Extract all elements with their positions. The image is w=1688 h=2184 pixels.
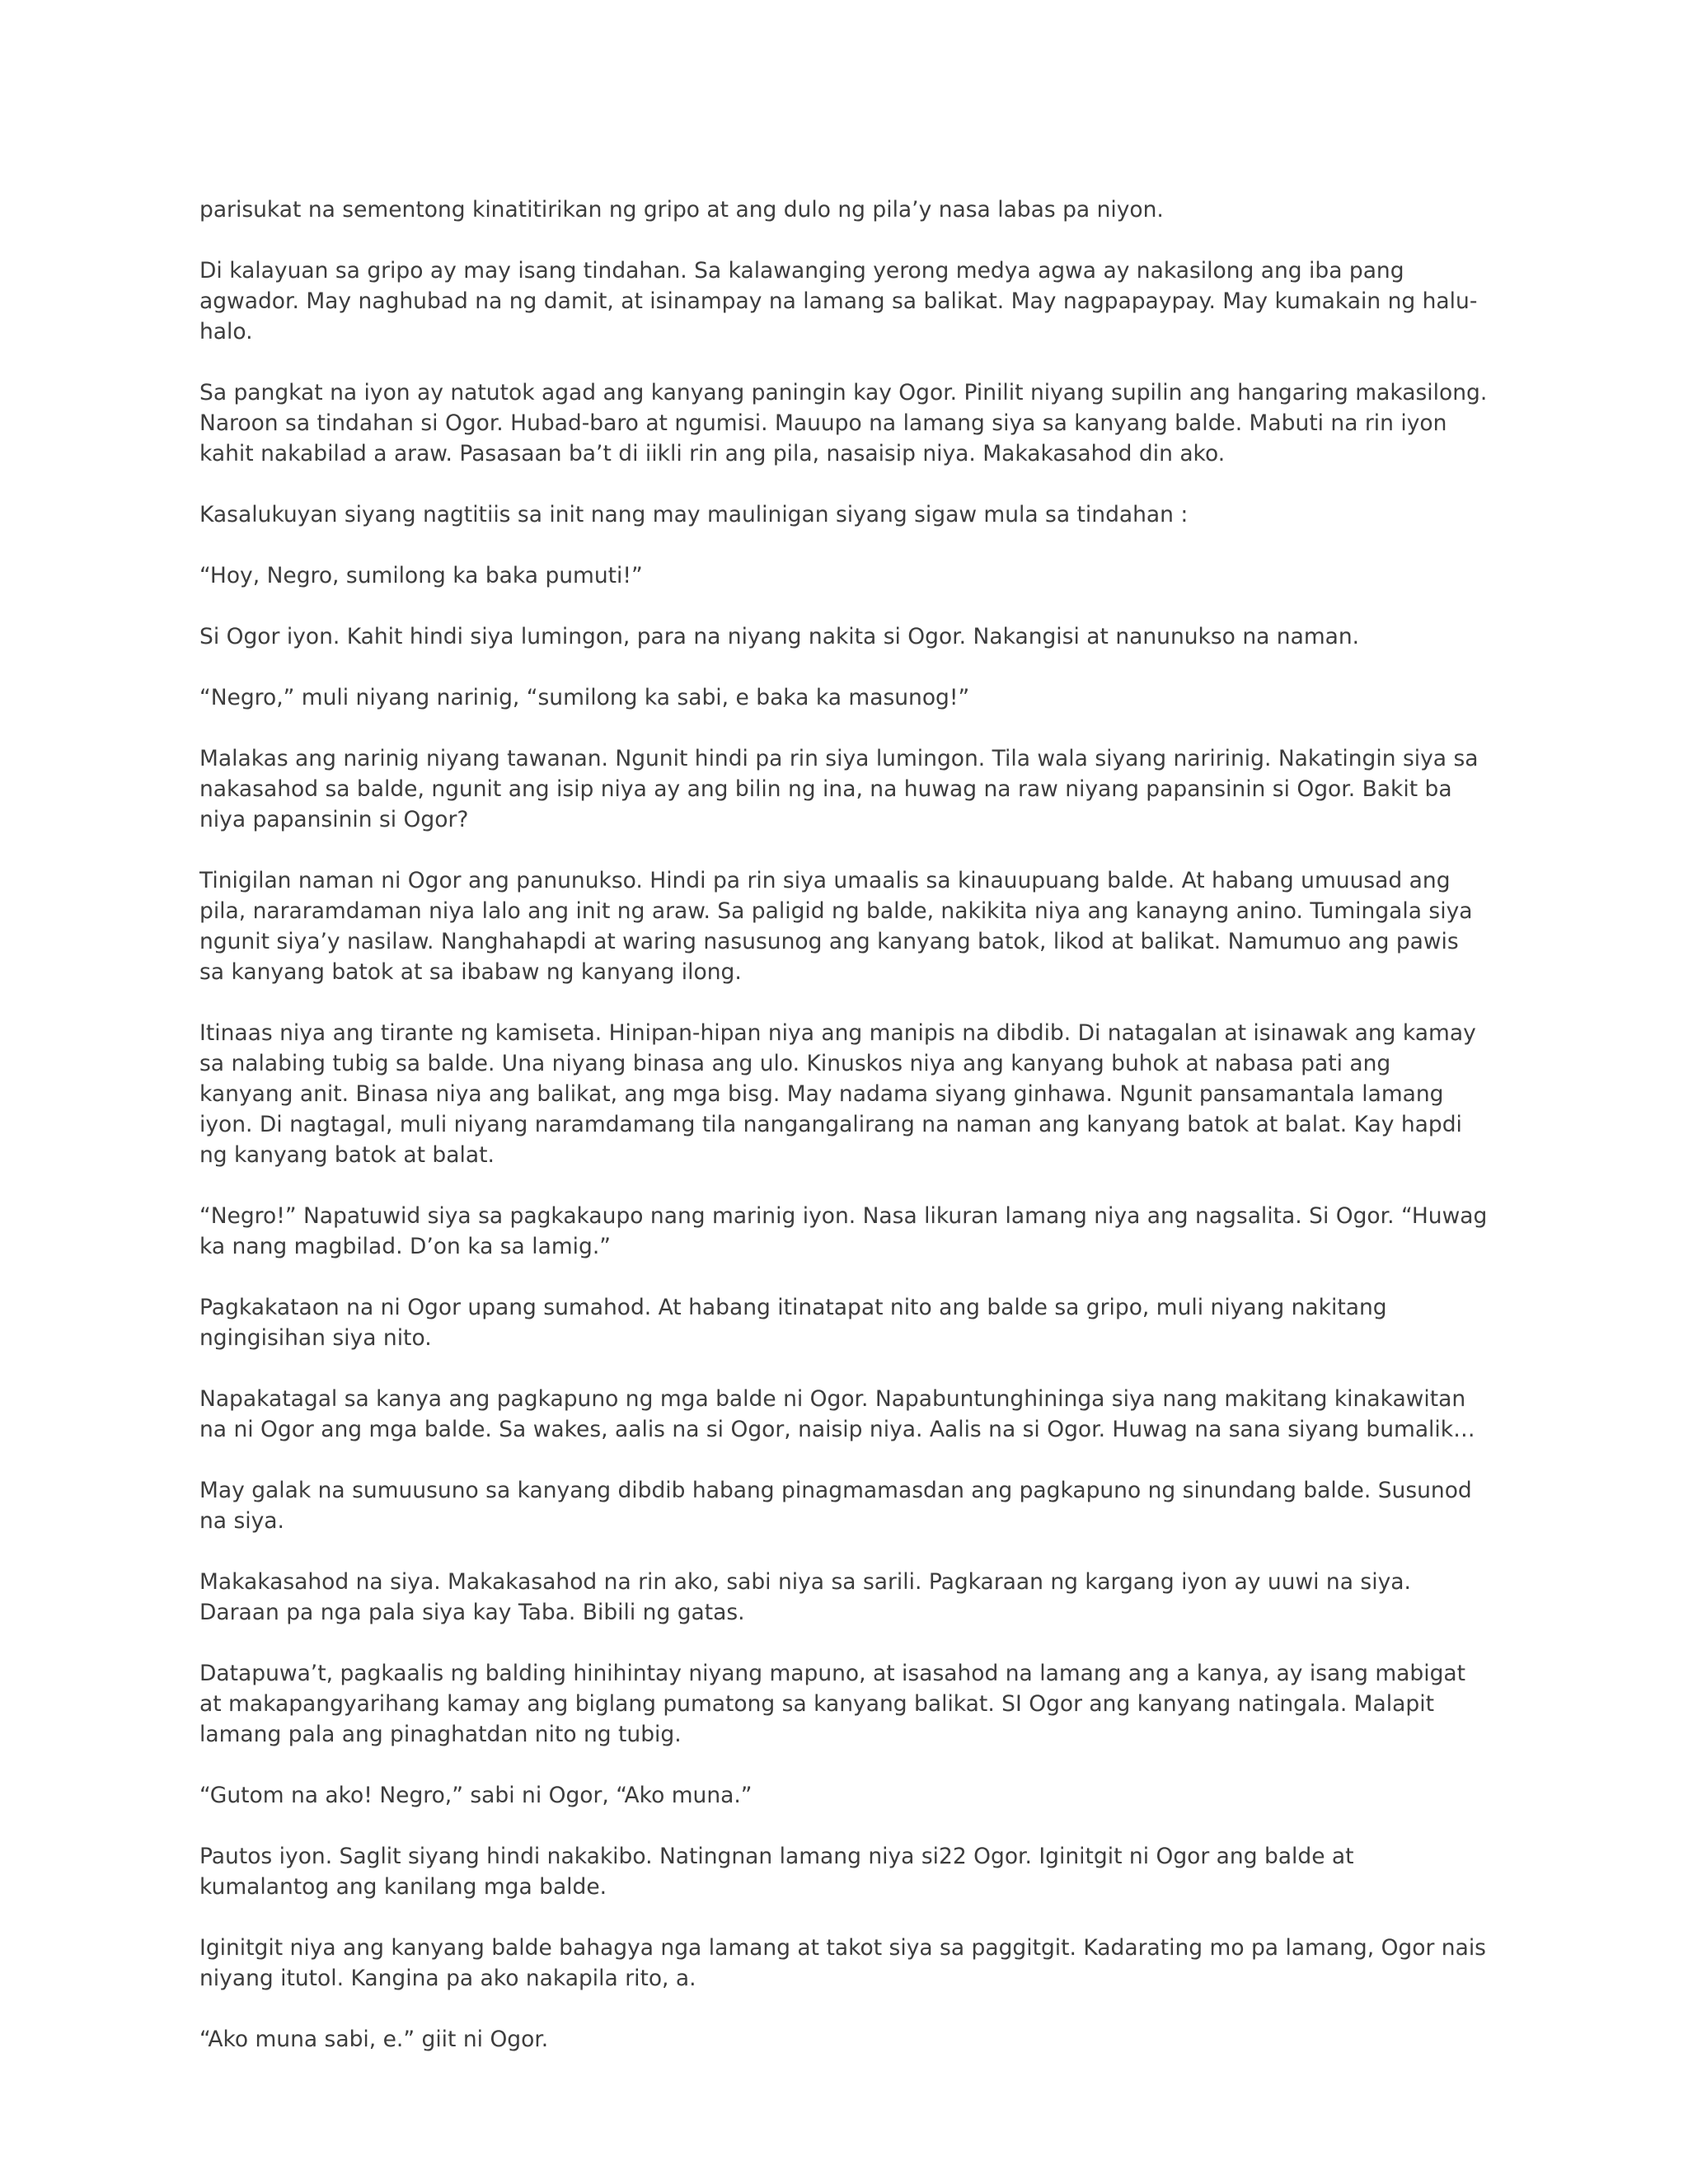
paragraph: May galak na sumuusuno sa kanyang dibdib habang pinagmamasdan ang pagkapuno ng sinundang balde. Susunod na siya. xyxy=(199,1478,1472,1534)
paragraph: “Ako muna sabi, e.” giit ni Ogor. xyxy=(199,2027,549,2052)
paragraph: “Gutom na ako! Negro,” sabi ni Ogor, “Ako muna.” xyxy=(199,1783,753,1808)
paragraph: Sa pangkat na iyon ay natutok agad ang kanyang paningin kay Ogor. Pinilit niyang supilin ang hangaring makasilong. Naroon sa tindahan si Ogor. Hubad-baro at ngumisi. Mauupo na lamang siya sa kanyang balde. Mabuti na rin iyon kahit nakabilad a araw. Pasasaan ba’t di iikli rin ang pila, nasaisip niya. Makakasahod din ako. xyxy=(199,380,1488,466)
paragraph: Pautos iyon. Saglit siyang hindi nakakibo. Natingnan lamang niya si22 Ogor. Iginitgit ni Ogor ang balde at kumalantog ang kanilang mga balde. xyxy=(199,1844,1354,1900)
document-page xyxy=(199,194,1490,2085)
paragraph: Malakas ang narinig niyang tawanan. Ngunit hindi pa rin siya lumingon. Tila wala siyang naririnig. Nakatingin siya sa nakasahod sa balde, ngunit ang isip niya ay ang bilin ng ina, na huwag na raw niyang papansinin si Ogor. Bakit ba niya papansinin si Ogor? xyxy=(199,746,1479,832)
paragraph: Iginitgit niya ang kanyang balde bahagya nga lamang at takot siya sa paggitgit. Kadarating mo pa lamang, Ogor nais niyang itutol. Kangina pa ako nakapila rito, a. xyxy=(199,1935,1486,1991)
paragraph: “Hoy, Negro, sumilong ka baka pumuti!” xyxy=(199,563,643,588)
paragraph: Tinigilan naman ni Ogor ang panunukso. Hindi pa rin siya umaalis sa kinauupuang balde. At habang umuusad ang pila, nararamdaman niya lalo ang init ng araw. Sa paligid ng balde, nakikita niya ang kanayng anino. Tumingala siya ngunit siya’y nasilaw. Nanghahapdi at waring nasusunog ang kanyang batok, likod at balikat. Namumuo ang pawis sa kanyang batok at sa ibabaw ng kanyang ilong. xyxy=(199,868,1473,985)
paragraph: parisukat na sementong kinatitirikan ng gripo at ang dulo ng pila’y nasa labas pa niyon. xyxy=(199,197,1164,223)
paragraph: Si Ogor iyon. Kahit hindi siya lumingon, para na niyang nakita si Ogor. Nakangisi at nanunukso na naman. xyxy=(199,624,1360,649)
paragraph: Di kalayuan sa gripo ay may isang tindahan. Sa kalawanging yerong medya agwa ay nakasilong ang iba pang agwador. May naghubad na ng damit, at isinampay na lamang sa balikat. May nagpapaypay. May kumakain ng halu-halo. xyxy=(199,258,1478,344)
paragraph: Datapuwa’t, pagkaalis ng balding hinihintay niyang mapuno, at isasahod na lamang ang a kanya, ay isang mabigat at makapangyarihang kamay ang biglang pumatong sa kanyang balikat. SI Ogor ang kanyang natingala. Malapit lamang pala ang pinaghatdan nito ng tubig. xyxy=(199,1661,1466,1747)
paragraph: Makakasahod na siya. Makakasahod na rin ako, sabi niya sa sarili. Pagkaraan ng kargang iyon ay uuwi na siya. Daraan pa nga pala siya kay Taba. Bibili ng gatas. xyxy=(199,1569,1411,1625)
paragraph: “Negro!” Napatuwid siya sa pagkakaupo nang marinig iyon. Nasa likuran lamang niya ang nagsalita. Si Ogor. “Huwag ka nang magbilad. D’on ka sa lamig.” xyxy=(199,1203,1488,1259)
paragraph: Napakatagal sa kanya ang pagkapuno ng mga balde ni Ogor. Napabuntunghininga siya nang makitang kinakawitan na ni Ogor ang mga balde. Sa wakes, aalis na si Ogor, naisip niya. Aalis na si Ogor. Huwag na sana siyang bumalik… xyxy=(199,1386,1475,1442)
paragraph: Kasalukuyan siyang nagtitiis sa init nang may maulinigan siyang sigaw mula sa tindahan : xyxy=(199,502,1189,527)
paragraph: “Negro,” muli niyang narinig, “sumilong ka sabi, e baka ka masunog!” xyxy=(199,685,970,710)
paragraph: Itinaas niya ang tirante ng kamiseta. Hinipan-hipan niya ang manipis na dibdib. Di natagalan at isinawak ang kamay sa nalabing tubig sa balde. Una niyang binasa ang ulo. Kinuskos niya ang kanyang buhok at nabasa pati ang kanyang anit. Binasa niya ang balikat, ang mga bisg. May nadama siyang ginhawa. Ngunit pansamantala lamang iyon. Di nagtagal, muli niyang naramdamang tila nangangalirang na naman ang kanyang batok at balat. Kay hapdi ng kanyang batok at balat. xyxy=(199,1020,1476,1168)
paragraph: Pagkakataon na ni Ogor upang sumahod. At habang itinatapat nito ang balde sa gripo, muli niyang nakitang ngingisihan siya nito. xyxy=(199,1295,1387,1351)
